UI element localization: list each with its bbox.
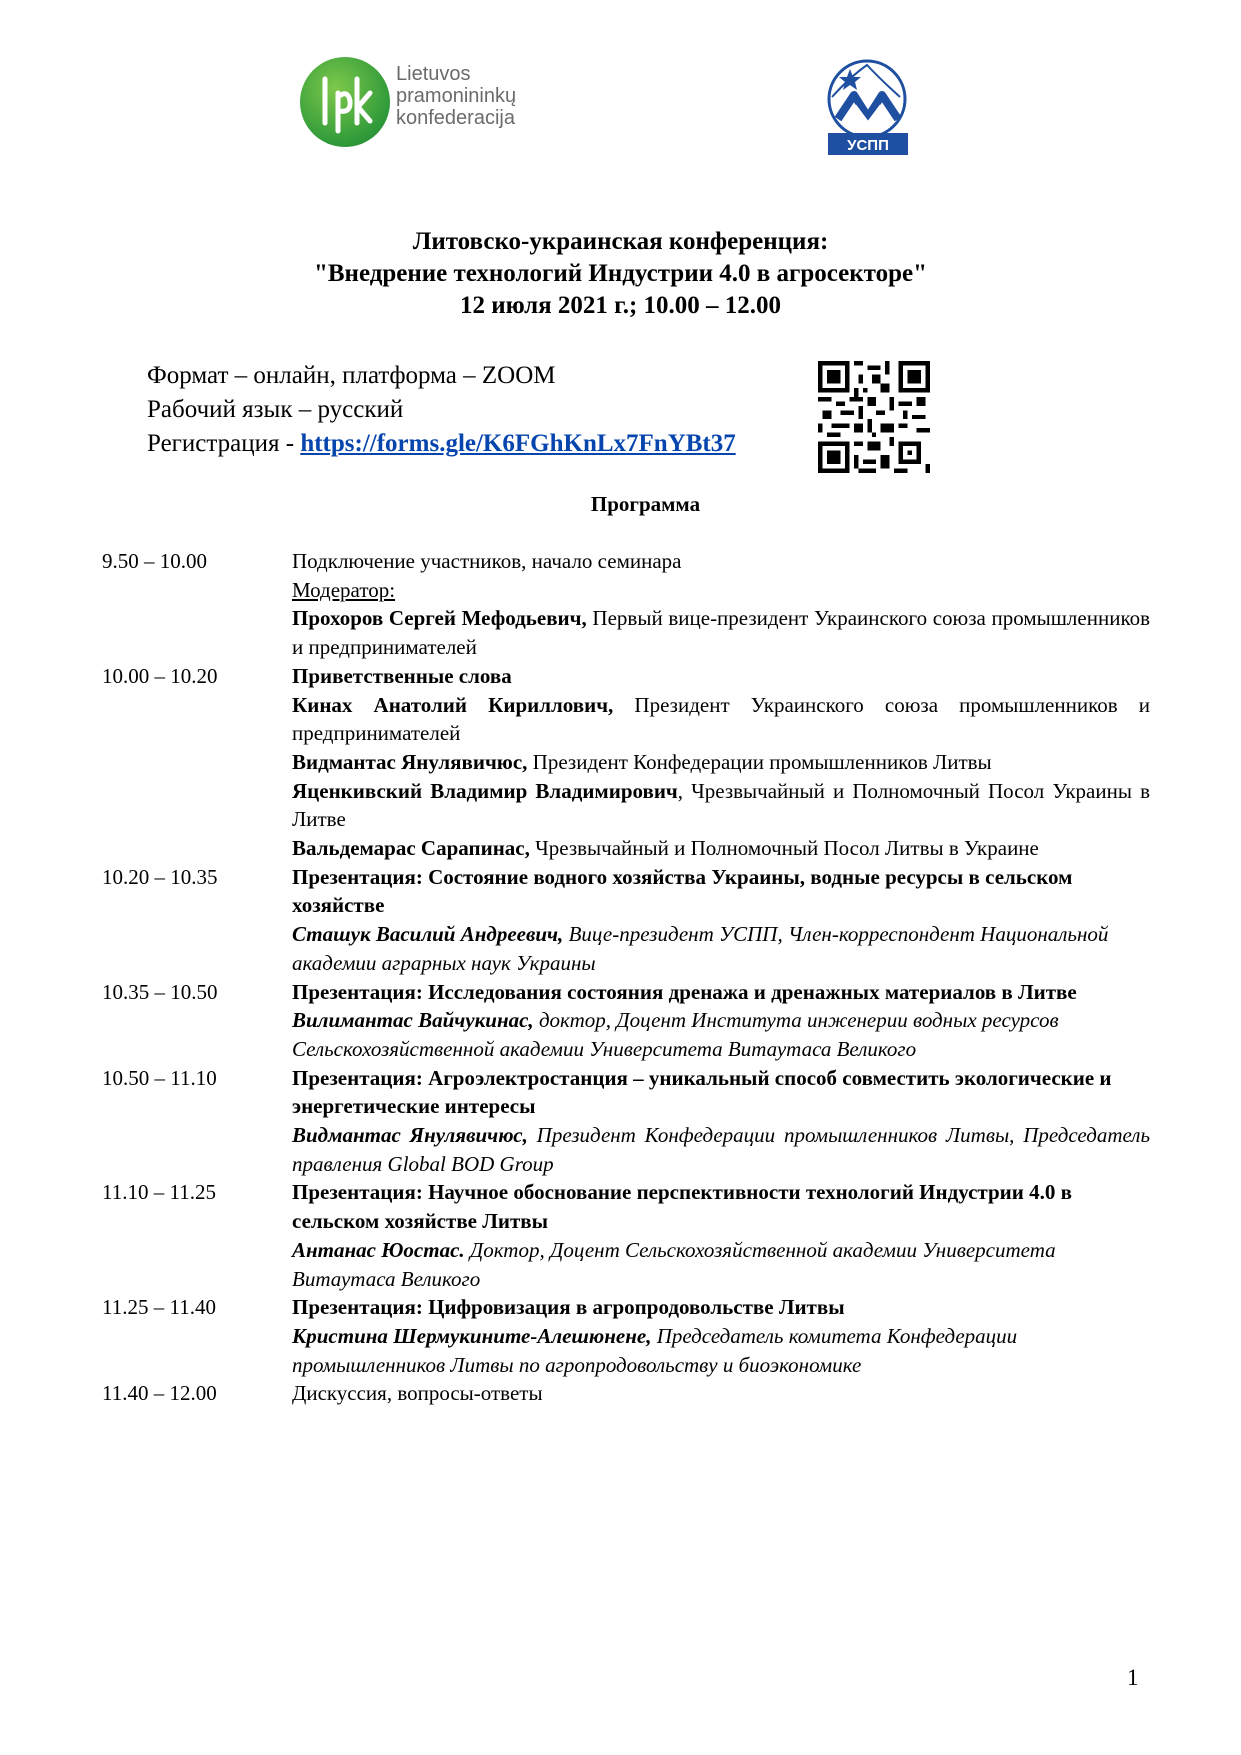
agenda-title: Приветственные слова bbox=[292, 663, 512, 688]
speaker-name: Сташук Василий Андреевич, bbox=[292, 922, 564, 947]
lpk-logo-mark-icon bbox=[300, 57, 390, 147]
speaker-name: Вилимантас Вайчукинас, bbox=[292, 1008, 534, 1033]
agenda bbox=[102, 547, 1150, 1408]
speaker-name: Видмантас Янулявичюс, bbox=[292, 749, 528, 774]
agenda-time: 9.50 – 10.00 bbox=[102, 549, 207, 573]
speaker-role: Президент Конфедерации промышленников Литвы bbox=[527, 749, 992, 774]
speaker-name: Вальдемарас Сарапинас, bbox=[292, 836, 530, 861]
speaker-name: Прохоров Сергей Мефодьевич, bbox=[292, 606, 587, 631]
speaker-name: Антанас Юостас. bbox=[292, 1237, 465, 1262]
agenda-body bbox=[292, 1293, 1150, 1379]
conference-subtitle: "Внедрение технологий Индустрии 4.0 в агросекторе" bbox=[313, 260, 928, 287]
speaker bbox=[292, 691, 1150, 748]
speaker-name: Яценкивский Владимир Владимирович bbox=[292, 778, 678, 803]
agenda-title: Презентация: Исследования состояния дренажа и дренажных материалов в Литве bbox=[292, 979, 1077, 1004]
speaker-role: доктор, Доцент Института инженерии водных ресурсов Сельскохозяйственной академии Университета Витаутаса Великого bbox=[292, 1008, 1059, 1061]
speaker-role: Президент Украинского союза промышленников и предпринимателей bbox=[292, 692, 1150, 746]
speaker-role: Вице-президент УСПП, Член-корреспондент Национальной академии аграрных наук Украины bbox=[292, 922, 1109, 975]
speaker-role: Президент Конфедерации промышленников Литвы, Председатель правления Global BOD Group bbox=[292, 1123, 1150, 1176]
speaker-role: Председатель комитета Конфедерации промышленников Литвы по агропродовольству и биоэкономике bbox=[292, 1323, 1018, 1377]
lpk-logo-line: pramonininkų bbox=[396, 85, 517, 107]
agenda-title: Презентация: Состояние водного хозяйства Украины, водные ресурсы в сельском хозяйстве bbox=[292, 864, 1073, 918]
agenda-row bbox=[102, 1178, 1150, 1293]
agenda-row bbox=[102, 863, 1150, 978]
agenda-body bbox=[292, 1178, 1150, 1293]
page-number: 1 bbox=[1127, 1665, 1139, 1690]
agenda-time: 10.35 – 10.50 bbox=[102, 979, 218, 1004]
agenda-body bbox=[292, 1064, 1150, 1179]
agenda-time: 10.20 – 10.35 bbox=[102, 864, 218, 889]
agenda-time: 10.50 – 11.10 bbox=[102, 1065, 217, 1090]
speaker-role: , Чрезвычайный и Полномочный Посол Украины в Литве bbox=[292, 778, 1150, 832]
registration-label: Регистрация - bbox=[147, 430, 301, 457]
agenda-title: Подключение участников, начало семинара bbox=[292, 549, 682, 573]
speaker-name: Видмантас Янулявичюс, bbox=[292, 1123, 528, 1148]
conference-date: 12 июля 2021 г.; 10.00 – 12.00 bbox=[459, 292, 782, 319]
agenda-title: Дискуссия, вопросы-ответы bbox=[292, 1381, 543, 1406]
agenda-title: Презентация: Научное обоснование перспективности технологий Индустрии 4.0 в сельском хозяйстве Литвы bbox=[292, 1180, 1072, 1234]
speaker bbox=[292, 777, 1150, 834]
qr-code-icon[interactable] bbox=[818, 361, 930, 473]
agenda-row bbox=[102, 1379, 1150, 1408]
agenda-row bbox=[102, 662, 1150, 863]
agenda-title: Презентация: Агроэлектростанция – уникальный способ совместить экологические и энергетические интересы bbox=[292, 1065, 1112, 1119]
speaker-name: Кристина Шермукините-Алешюнене, bbox=[292, 1323, 652, 1348]
agenda-time: 11.10 – 11.25 bbox=[102, 1180, 216, 1205]
speaker bbox=[292, 1236, 1150, 1293]
speaker bbox=[292, 834, 1150, 863]
speaker bbox=[292, 748, 1150, 777]
speaker-name: Кинах Анатолий Кириллович, bbox=[292, 692, 614, 717]
agenda-time: 11.25 – 11.40 bbox=[102, 1295, 216, 1320]
ussp-logo-label: УСПП bbox=[847, 137, 889, 154]
speaker-role: Чрезвычайный и Полномочный Посол Литвы в Украине bbox=[529, 836, 1039, 861]
agenda-body bbox=[292, 978, 1150, 1064]
event-info bbox=[147, 359, 736, 461]
speaker bbox=[292, 920, 1150, 977]
lpk-logo bbox=[300, 57, 540, 147]
conference-header bbox=[0, 226, 1241, 322]
agenda-body bbox=[292, 547, 1150, 662]
speaker-role: Доктор, Доцент Сельскохозяйственной академии Университета Витаутаса Великого bbox=[292, 1237, 1056, 1291]
agenda-row bbox=[102, 978, 1150, 1064]
lpk-logo-line: Lietuvos bbox=[396, 63, 471, 85]
speaker bbox=[292, 1322, 1150, 1379]
agenda-body bbox=[292, 662, 1150, 863]
agenda-time: 10.00 – 10.20 bbox=[102, 663, 218, 688]
registration-link[interactable]: https://forms.gle/K6FGhKnLx7FnYBt37 bbox=[300, 430, 736, 457]
moderator-label: Модератор: bbox=[292, 577, 396, 602]
lpk-logo-text bbox=[396, 63, 516, 129]
speaker bbox=[292, 1121, 1150, 1178]
ussp-logo bbox=[820, 57, 915, 157]
speaker-role: Первый вице-президент Украинского союза промышленников и предпринимателей bbox=[292, 606, 1150, 660]
agenda-title: Презентация: Цифровизация в агропродовольстве Литвы bbox=[292, 1295, 845, 1320]
conference-title: Литовско-украинская конференция: bbox=[412, 228, 829, 255]
speaker bbox=[292, 604, 1150, 661]
format-line: Формат – онлайн, платформа – ZOOM bbox=[147, 362, 556, 389]
agenda-time: 11.40 – 12.00 bbox=[102, 1381, 217, 1406]
agenda-row bbox=[102, 547, 1150, 662]
program-title: Программа bbox=[590, 492, 701, 516]
agenda-row bbox=[102, 1064, 1150, 1179]
agenda-body bbox=[292, 1379, 1150, 1408]
language-line: Рабочий язык – русский bbox=[147, 396, 404, 423]
registration-line bbox=[147, 427, 736, 461]
agenda-body bbox=[292, 863, 1150, 978]
speaker bbox=[292, 1006, 1150, 1063]
lpk-logo-line: konfederacija bbox=[396, 107, 515, 129]
agenda-row bbox=[102, 1293, 1150, 1379]
